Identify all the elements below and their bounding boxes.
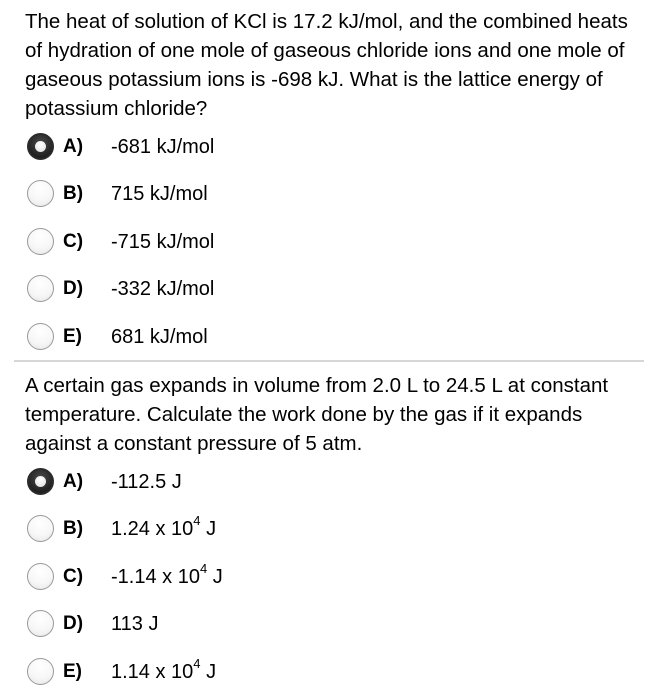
option-text: 715 kJ/mol	[111, 183, 208, 205]
radio-selected-icon[interactable]	[27, 133, 54, 160]
radio-icon[interactable]	[27, 563, 54, 590]
radio-icon[interactable]	[27, 180, 54, 207]
option-letter: A)	[63, 136, 84, 157]
option-text: -112.5 J	[111, 471, 182, 493]
radio-icon[interactable]	[27, 275, 54, 302]
option-c[interactable]	[27, 226, 427, 256]
option-exponent: 4	[193, 513, 201, 529]
radio-icon[interactable]	[27, 610, 54, 637]
option-c[interactable]	[27, 561, 427, 591]
option-value	[111, 656, 217, 685]
option-text: 113 J	[111, 613, 159, 635]
option-letter: B)	[63, 518, 84, 539]
option-letter: C)	[63, 566, 84, 587]
option-letter: E)	[63, 661, 82, 682]
radio-selected-icon[interactable]	[27, 468, 54, 495]
question-2	[0, 362, 656, 700]
radio-icon[interactable]	[27, 228, 54, 255]
option-unit: J	[200, 661, 217, 683]
option-unit: J	[200, 518, 217, 540]
option-text: 1.24 x 10	[111, 518, 194, 540]
option-letter: A)	[63, 471, 84, 492]
option-letter: D)	[63, 278, 84, 299]
option-letter: C)	[63, 231, 84, 252]
radio-icon[interactable]	[27, 323, 54, 350]
option-letter: B)	[63, 183, 84, 204]
question-stem: A certain gas expands in volume from 2.0 L to 24.5 L at constant temperature. Calculate the work done by the gas if it expands against a constant pressure of 5 atm.	[25, 374, 609, 455]
option-d[interactable]	[27, 608, 427, 638]
radio-icon[interactable]	[27, 515, 54, 542]
option-d[interactable]	[27, 273, 427, 303]
option-letter: E)	[63, 326, 82, 347]
option-letter: D)	[63, 613, 84, 634]
option-a[interactable]	[27, 131, 427, 161]
question-stem: The heat of solution of KCl is 17.2 kJ/mol, and the combined heats of hydration of one mole of gaseous chloride ions and one mole of gaseous potassium ions is -698 kJ. What is the lattice energy of potassium chloride?	[25, 10, 628, 120]
option-text: 681 kJ/mol	[111, 326, 208, 348]
option-value	[111, 561, 223, 590]
option-e[interactable]	[27, 321, 427, 351]
option-text: -1.14 x 10	[111, 566, 200, 588]
option-text: -715 kJ/mol	[111, 231, 215, 253]
option-text: -332 kJ/mol	[111, 278, 215, 300]
option-b[interactable]	[27, 178, 427, 208]
option-a[interactable]	[27, 466, 427, 496]
option-text: 1.14 x 10	[111, 661, 194, 683]
option-unit: J	[207, 566, 223, 588]
option-text: -681 kJ/mol	[111, 136, 215, 158]
option-value	[111, 513, 217, 542]
option-b[interactable]	[27, 513, 427, 543]
option-exponent: 4	[199, 561, 208, 577]
radio-icon[interactable]	[27, 658, 54, 685]
option-exponent: 4	[193, 656, 201, 672]
option-e[interactable]	[27, 656, 427, 686]
